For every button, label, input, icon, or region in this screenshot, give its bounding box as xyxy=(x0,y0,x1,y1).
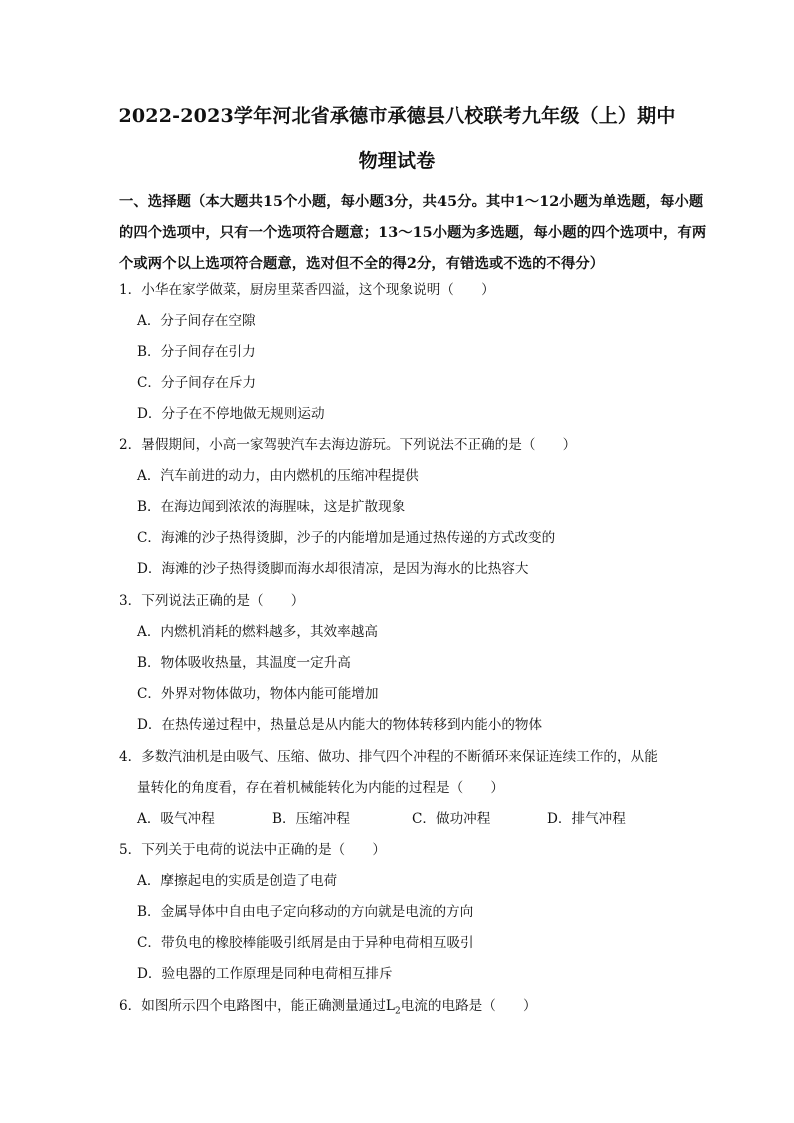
question-5-option-d: D．验电器的工作原理是同种电荷相互排斥 xyxy=(137,966,393,982)
question-4-stem-line2: 量转化的角度看，存在着机械能转化为内能的过程是（ ） xyxy=(137,780,505,796)
question-4-stem-line1: 4．多数汽油机是由吸气、压缩、做功、排气四个冲程的不断循环来保证连续工作的，从能 xyxy=(119,749,658,765)
question-4-option-a: A．吸气冲程 xyxy=(137,811,215,827)
question-3-stem: 3．下列说法正确的是（ ） xyxy=(119,593,305,609)
question-6-subscript: 2 xyxy=(394,1006,401,1017)
question-5-option-c: C．带负电的橡胶棒能吸引纸屑是由于异种电荷相互吸引 xyxy=(137,935,474,951)
question-6-stem xyxy=(119,991,715,1028)
question-4-option-c: C．做功冲程 xyxy=(412,811,491,827)
section-heading: 一、选择题（本大题共15个小题，每小题3分，共45分。其中1～12小题为单选题，每小题的四个选项中，只有一个选项符合题意；13～15小题为多选题，每小题的四个选项中，有两个或两个以上选项符合题意，选对但不全的得2分，有错选或不选的不得分） xyxy=(119,194,707,272)
question-5-option-b: B．金属导体中自由电子定向移动的方向就是电流的方向 xyxy=(137,904,474,920)
question-3-option-c: C．外界对物体做功，物体内能可能增加 xyxy=(137,686,379,702)
question-3-option-a: A．内燃机消耗的燃料越多，其效率越高 xyxy=(137,624,378,640)
question-4-option-d: D．排气冲程 xyxy=(547,811,626,827)
question-2-option-a: A．汽车前进的动力，由内燃机的压缩冲程提供 xyxy=(137,468,419,484)
question-3-option-d: D．在热传递过程中，热量总是从内能大的物体转移到内能小的物体 xyxy=(137,717,543,733)
question-1-option-c: C．分子间存在斥力 xyxy=(137,375,257,391)
question-2-stem: 2．暑假期间，小高一家驾驶汽车去海边游玩。下列说法不正确的是（ ） xyxy=(119,437,577,453)
question-6-stem-pre: 6．如图所示四个电路图中，能正确测量通过L xyxy=(119,998,395,1014)
question-4-option-b: B．压缩冲程 xyxy=(272,811,350,827)
exam-title-line2: 物理试卷 xyxy=(358,150,436,172)
question-2-option-c: C．海滩的沙子热得烫脚，沙子的内能增加是通过热传递的方式改变的 xyxy=(137,530,556,546)
question-2-option-d: D．海滩的沙子热得烫脚而海水却很清凉，是因为海水的比热容大 xyxy=(137,561,529,577)
question-1-option-a: A．分子间存在空隙 xyxy=(137,313,256,329)
exam-title-line1: 2022-2023学年河北省承德市承德县八校联考九年级（上）期中 xyxy=(118,105,676,127)
question-5-option-a: A．摩擦起电的实质是创造了电荷 xyxy=(137,873,338,889)
question-5-stem: 5．下列关于电荷的说法中正确的是（ ） xyxy=(119,842,386,858)
question-6-stem-post: 电流的电路是（ ） xyxy=(400,998,537,1014)
question-2-option-b: B．在海边闻到浓浓的海腥味，这是扩散现象 xyxy=(137,499,406,515)
question-1-option-b: B．分子间存在引力 xyxy=(137,344,256,360)
question-3-option-b: B．物体吸收热量，其温度一定升高 xyxy=(137,655,351,671)
question-1-option-d: D．分子在不停地做无规则运动 xyxy=(137,406,325,422)
question-1-stem: 1．小华在家学做菜，厨房里菜香四溢，这个现象说明（ ） xyxy=(119,282,495,298)
